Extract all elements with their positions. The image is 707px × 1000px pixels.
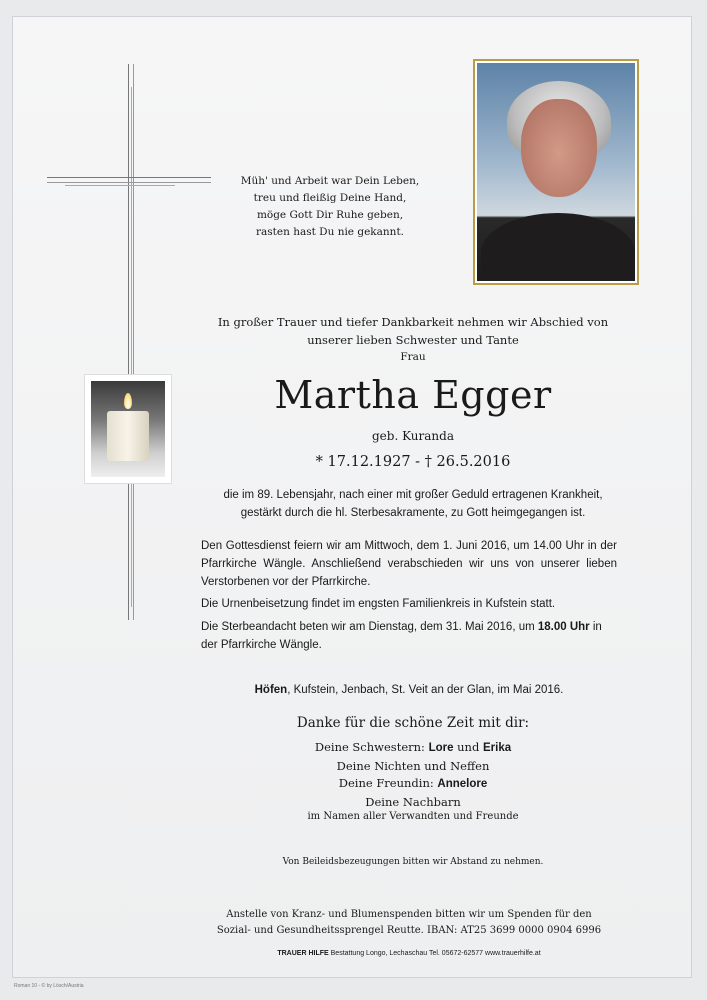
- places-rest: , Kufstein, Jenbach, St. Veit an der Glan, im Mai 2016.: [287, 684, 564, 696]
- place-main: Höfen: [254, 684, 288, 696]
- copyright-note: Roman 10 - © by Lösch/Austria: [14, 983, 84, 989]
- portrait-image: [477, 63, 635, 281]
- candle-body: [107, 411, 149, 461]
- poem: [225, 173, 435, 241]
- candle-flame-icon: [124, 393, 132, 409]
- birth-name: geb. Kuranda: [372, 429, 454, 443]
- mourner-neighbours: Deine Nachbarn: [365, 794, 461, 809]
- mourner-name: Erika: [483, 742, 512, 754]
- salutation: Frau: [400, 351, 426, 363]
- obituary-sheet: [12, 16, 692, 978]
- candle-background: [91, 381, 165, 477]
- poem-line: rasten hast Du nie gekannt.: [256, 226, 404, 238]
- poem-line: treu und fleißig Deine Hand,: [253, 192, 407, 204]
- condolence-note: Von Beileidsbezeugungen bitten wir Abstand zu nehmen.: [282, 857, 544, 867]
- funeral-service-paragraph: Den Gottesdienst feiern wir am Mittwoch, dem 1. Juni 2016, um 14.00 Uhr in der Pfarrkirche Wängle. Anschließend verabschieden wir uns von unserer lieben Verstorbenen vor der Pfarrkirche.: [201, 540, 617, 588]
- mourner-name: Annelore: [437, 778, 488, 790]
- mourner-sisters: [213, 739, 613, 758]
- family-note: im Namen aller Verwandten und Freunde: [307, 811, 519, 822]
- prayer-time: 18.00 Uhr: [537, 621, 590, 633]
- prayer-text-start: Die Sterbeandacht beten wir am Dienstag, dem 31. Mai 2016, um: [201, 621, 538, 633]
- footer-text: Bestattung Longo, Lechaschau Tel. 05672-62577 www.trauerhilfe.at: [328, 950, 541, 957]
- intro-line: unserer lieben Schwester und Tante: [307, 333, 519, 347]
- places-and-date: [201, 684, 617, 696]
- passing-paragraph: [213, 486, 613, 522]
- passing-line: die im 89. Lebensjahr, nach einer mit großer Geduld ertragenen Krankheit,: [223, 489, 603, 501]
- thanks-heading: Danke für die schöne Zeit mit dir:: [296, 715, 530, 731]
- portrait-body: [481, 213, 635, 281]
- candle-image: [85, 375, 171, 483]
- funeral-home-footer: [201, 950, 617, 957]
- mourner-friend: [213, 775, 613, 794]
- donation-line: Anstelle von Kranz- und Blumenspenden bitten wir um Spenden für den: [226, 909, 592, 920]
- mourner-conjunction: und: [453, 740, 483, 754]
- mourner-name: Lore: [428, 742, 454, 754]
- poem-line: möge Gott Dir Ruhe geben,: [256, 209, 404, 221]
- portrait-face: [521, 99, 597, 197]
- passing-line: gestärkt durch die hl. Sterbesakramente, zu Gott heimgegangen ist.: [240, 507, 586, 519]
- mourner-label: Deine Schwestern:: [314, 740, 429, 754]
- poem-line: Müh' und Arbeit war Dein Leben,: [240, 175, 420, 187]
- cross-vertical-line: [131, 87, 132, 607]
- deceased-name: Martha Egger: [274, 373, 552, 417]
- cross-horizontal-bar: [47, 177, 211, 183]
- mourner-nieces: Deine Nichten und Neffen: [336, 758, 490, 773]
- intro-line: In großer Trauer und tiefer Dankbarkeit nehmen wir Abschied von: [217, 315, 609, 329]
- donation-request: [201, 907, 617, 939]
- mourner-label: Deine Freundin:: [338, 776, 438, 790]
- donation-line: Sozial- und Gesundheitssprengel Reutte. IBAN: AT25 3699 0000 0904 6996: [216, 925, 602, 936]
- life-dates: * 17.12.1927 - † 26.5.2016: [315, 454, 511, 470]
- footer-brand: TRAUER HILFE: [277, 950, 329, 957]
- portrait-photo: [473, 59, 639, 285]
- cross-horizontal-line: [65, 185, 175, 186]
- mourners-list: [213, 739, 613, 811]
- urn-burial-paragraph: Die Urnenbeisetzung findet im engsten Familienkreis in Kufstein statt.: [201, 598, 556, 610]
- intro-text: [213, 313, 613, 349]
- prayer-text-end: in der Pfarrkirche Wängle.: [201, 621, 602, 651]
- prayer-service-paragraph: [201, 618, 617, 654]
